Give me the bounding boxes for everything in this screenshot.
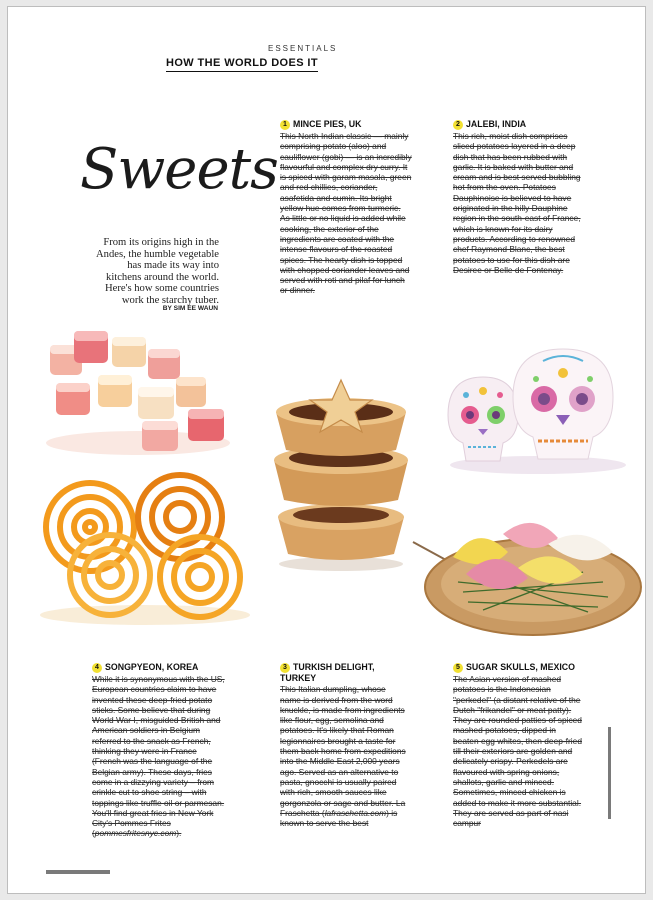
songpyeon-illustration — [408, 512, 643, 642]
entry-songpyeon — [92, 662, 226, 839]
entry-heading: 3 TURKISH DELIGHT, TURKEY — [280, 662, 375, 683]
page-headline: HOW THE WORLD DOES IT — [166, 57, 318, 72]
small-skull — [448, 377, 518, 461]
jalebi-illustration — [30, 457, 260, 627]
entry-heading: 2 JALEBI, INDIA — [453, 119, 583, 130]
entry-body: The Asian version of mashed potatoes is the Indonesian "perkedel" (a distant relative of the Dutch "frikandel" or meat patty). They are rounded patties of spiced mashed potatoes, dipped in beaten egg whites, then deep-fried till their exteriors are golden and delicately crispy. Perkedels are flavoured with spring onions, shallots, garlic and minced. Sometimes, minced chicken is added to make it more substantial. They are served as part of nasi campur — [453, 674, 582, 829]
number-badge: 5 — [453, 663, 463, 673]
page-title: Sweets — [80, 137, 278, 202]
jalebi-spiral — [138, 475, 222, 559]
candy-cube — [142, 421, 178, 451]
entry-heading: 4 SONGPYEON, KOREA — [92, 662, 226, 673]
entry-body: This Italian dumpling, whose name is derived from the word knuckle, is made from ingredients like flour, egg, semolina and potatoes. It's likely that Roman legionnaires brought a taste for them back home from expeditions into the Middle East 2,000 years ago. Served as an alternative to pasta, gnocchi is usually paired with rich, smooth sauces like gorgonzola or sage and butter. La Fraschetta (lafraschetta.com) is known to serve the best — [280, 684, 406, 829]
sugar-skulls-illustration — [438, 337, 628, 477]
entry-heading: 1 MINCE PIES, UK — [280, 119, 412, 130]
entry-body: This North Indian classic — mainly comprising potato (aloo) and cauliflower (gobi) — is an incredibly flavourful and complex dry curry. It is spiced with garam masala, green and red chillies, coriander, asafetida and cumin. Its bright yellow hue comes from turmeric. As little or no liquid is added while cooking, the exterior of the ingredients are coated with the intense flavours of the roasted spices. The hearty dish is topped with chopped coriander leaves and served with roti and pilaf for lunch or dinner. — [280, 131, 412, 296]
section-label: ESSENTIALS — [268, 44, 338, 53]
candy-cube — [138, 387, 174, 419]
magazine-page — [7, 6, 646, 894]
candy-cube — [98, 375, 132, 407]
large-skull — [513, 349, 613, 459]
intro-text: From its origins high in the Andes, the humble vegetable has made its way into kitchens around the world. Here's how some countries work the starchy tuber. — [96, 237, 219, 306]
jalebi-spiral — [160, 537, 240, 617]
pie-bottom — [278, 504, 404, 560]
number-badge: 2 — [453, 120, 463, 130]
entry-heading: 5 SUGAR SKULLS, MEXICO — [453, 662, 583, 673]
decorative-rule — [608, 727, 611, 819]
candy-cube — [56, 383, 90, 415]
candy-cube — [112, 337, 146, 367]
pie-top — [276, 380, 406, 456]
byline: BY SIM EE WAUN — [162, 305, 218, 312]
candy-cube — [188, 409, 224, 441]
entry-turkish-delight — [280, 662, 408, 828]
turkish-delight-illustration — [38, 325, 238, 460]
decorative-rule — [46, 870, 110, 874]
candy-cube — [176, 377, 206, 407]
entry-body: This rich, moist dish comprises sliced potatoes layered in a deep dish that has been rubbed with garlic. It is baked with butter and cream and is best served bubbling hot from the oven. Potatoes Dauphinoise is believed to have originated in the hilly Dauphine region in the south-east of France, which is known for its dairy products. According to renowned chef Raymond Blanc, the best potatoes to use for this dish are Desiree or Belle de Fontenay. — [453, 131, 581, 275]
candy-cube — [74, 331, 108, 363]
jalebi-spiral — [70, 535, 150, 615]
entry-jalebi — [453, 119, 583, 275]
entry-mince-pies — [280, 119, 412, 296]
entry-body: While it is synonymous with the US, European countries claim to have invented these deep-fried potato sticks. Some believe that during World War I, misguided British and American soldiers in Belgium referred to the snack as French, thinking they were in France (French was the language of the Belgian army). These days, fries come in a dizzying variety – from crinkle cut to shoe string – with toppings like truffle oil or parmesan. You'll find great fries in New York City's Pommes Frites (pommesfritesnyc.com). — [92, 674, 225, 839]
number-badge: 1 — [280, 120, 290, 130]
candy-cube — [148, 349, 180, 379]
number-badge: 3 — [280, 663, 290, 673]
mince-pies-illustration — [256, 372, 426, 572]
entry-sugar-skulls — [453, 662, 583, 828]
number-badge: 4 — [92, 663, 102, 673]
